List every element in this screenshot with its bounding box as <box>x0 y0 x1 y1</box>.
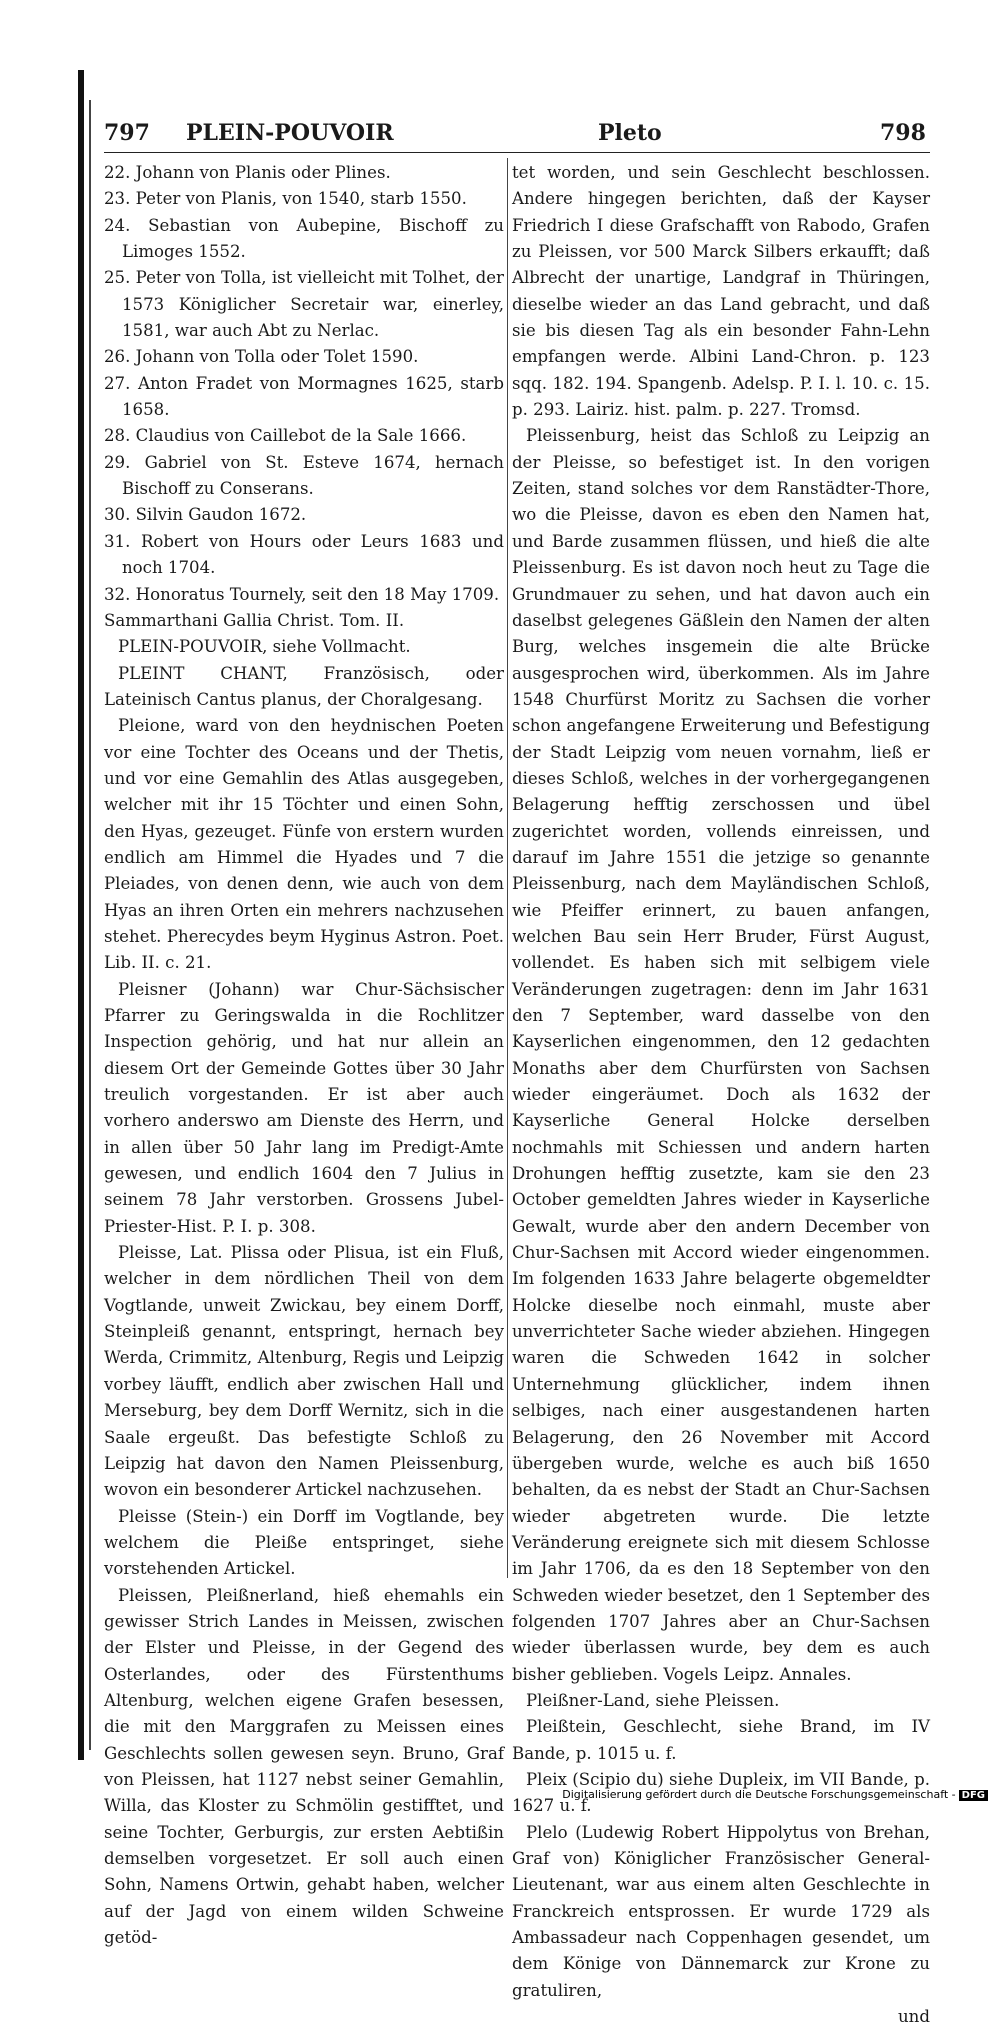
entry-pleissner-land: Pleißner-Land, siehe Pleissen. <box>526 1690 780 1710</box>
footer-text: Digitalisierung gefördert durch die Deutsche Forschungsgemeinschaft - <box>562 1788 956 1801</box>
entry-pleisstein: Pleißtein, Geschlecht, siehe Brand, im IV Bande, p. 1015 u. f. <box>512 1717 930 1763</box>
entry-pleisner: Pleisner (Johann) war Chur-Sächsischer Pfarrer zu Geringswalda in die Rochlitzer Inspection gehörig, und hat nur allein an diesem Ort der Gemeinde Gottes über 30 Jahr treulich vorgestanden. Er ist aber auch vorhero anderswo am Dienste des Herrn, und in allen über 50 Jahr lang im Predigt-Amte gewesen, und endlich 1604 den 7 Julius in seinem 78 Jahr verstorben. Grossens Jubel-Priester-Hist. P. I. p. 308. <box>104 979 504 1236</box>
list-item-30: 30. Silvin Gaudon 1672. <box>104 505 307 525</box>
entry-pleint-chant: PLEINT CHANT, Französisch, oder Lateinisch Cantus planus, der Choralgesang. <box>104 663 504 709</box>
page-spine-line <box>89 100 91 1750</box>
digitization-footer <box>562 1788 988 1801</box>
header-rule <box>104 152 930 153</box>
left-running-title: PLEIN-POUVOIR <box>186 120 394 146</box>
entry-plelo: Plelo (Ludewig Robert Hippolytus von Brehan, Graf von) Königlicher Französischer General-Lieutenant, war aus einem alten Geschlechte in Franckreich entsprossen. Er wurde 1729 als Ambassadeur nach Coppenhagen gesendet, um dem Könige von Dännemarck zur Krone zu gratuliren, <box>512 1822 930 2000</box>
entry-pleissen: Pleissen, Pleißnerland, hieß ehemahls ein gewisser Strich Landes in Meissen, zwischen der Elster und Pleisse, in der Gegend des Osterlandes, oder des Fürstenthums Altenburg, welchen eigene Grafen besessen, die mit den Marggrafen zu Meissen eines Geschlechts sollen gewesen seyn. Bruno, Graf von Pleissen, hat 1127 nebst seiner Gemahlin, Willa, das Kloster zu Schmölin gestifftet, und seine Tochter, Gerburgis, zur ersten Aebtißin demselben vorgesetzet. Er soll auch einen Sohn, Namens Ortwin, gehabt haben, welcher auf der Jagd von einem wilden Schweine getöd- <box>104 1585 504 1948</box>
list-item-25: 25. Peter von Tolla, ist vielleicht mit Tolhet, der 1573 Königlicher Secretair war, einerley, 1581, war auch Abt zu Nerlac. <box>104 268 504 341</box>
list-item-22: 22. Johann von Planis oder Plines. <box>104 163 391 182</box>
right-running-title: Pleto <box>598 120 662 146</box>
dfg-logo: DFG <box>959 1790 988 1801</box>
left-column <box>104 160 504 1951</box>
entry-pleissenburg: Pleissenburg, heist das Schloß zu Leipzig an der Pleisse, so befestiget ist. In den vorigen Zeiten, stand solches vor dem Ranstädter-Thore, wo die Pleisse, davon es eben den Namen hat, und Barde zusammen flüssen, und hieß die alte Pleissenburg. Es ist davon noch heut zu Tage die Grundmauer zu sehen, und hat davon auch ein daselbst gelegenes Gäßlein den Namen der alten Burg, welches insgemein die alte Brücke ausgesprochen wird, überkommen. Als im Jahre 1548 Churfürst Moritz zu Sachsen die vorher schon angefangene Erweiterung und Befestigung der Stadt Leipzig vom neuen vornahm, ließ er dieses Schloß, welches in der vorhergegangenen Belagerung hefftig zerschossen und übel zugerichtet worden, vollends einreissen, und darauf im Jahre 1551 die jetzige so genannte Pleissenburg, nach dem Mayländischen Schloß, wie Pfeiffer erinnert, zu bauen anfangen, welchen Bau sein Herr Bruder, Fürst August, vollendet. Es haben sich mit selbigem viele Veränderungen zugetragen: denn im Jahr 1631 den 7 September, ward dasselbe von den Kayserlichen eingenommen, den 12 gedachten Monaths aber dem Churfürsten von Sachsen wieder eingeräumet. Doch als 1632 der Kayserliche General Holcke derselben nochmahls mit Schiessen und andern harten Drohungen hefftig zusetzte, kam sie den 23 October gemeldten Jahres wieder in Kayserliche Gewalt, wurde aber den andern December von Chur-Sachsen mit Accord wieder eingenommen. Im folgenden 1633 Jahre belagerte obgemeldter Holcke dieselbe noch einmahl, muste aber unverrichteter Sache wieder abziehen. Hingegen waren die Schweden 1642 in solcher Unternehmung glücklicher, indem ihnen selbiges, nach einer ausgestandenen harten Belagerung, den 26 November mit Accord übergeben wurde, welche es auch biß 1650 behalten, da es nebst der Stadt an Chur-Sachsen wieder abgetreten wurde. Die letzte Veränderung ereignete sich mit diesem Schlosse im Jahr 1706, da es den 18 September von den Schweden wieder besetzet, den 1 September des folgenden 1707 Jahres aber an Chur-Sachsen wieder überlassen wurde, bey dem es auch bisher geblieben. Vogels Leipz. Annales. <box>512 426 930 1684</box>
list-item-28: 28. Claudius von Caillebot de la Sale 1666. <box>104 426 467 446</box>
list-item-24: 24. Sebastian von Aubepine, Bischoff zu Limoges 1552. <box>104 215 504 262</box>
entry-pleissen-continued: tet worden, und sein Geschlecht beschlossen. Andere hingegen berichten, daß der Kayser Friedrich I diese Grafschafft von Rabodo, Grafen zu Pleissen, vor 500 Marck Silbers erkaufft; daß Albrecht der unartige, Landgraf in Thüringen, dieselbe wieder an das Land gebracht, und daß sie bis diesen Tag als ein besonder Fahn-Lehn empfangen werde. Albini Land-Chron. p. 123 sqq. 182. 194. Spangenb. Adelsp. P. I. l. 10. c. 15. p. 293. Lairiz. hist. palm. p. 227. Tromsd. <box>512 163 930 420</box>
source-citation: Sammarthani Gallia Christ. Tom. II. <box>104 610 405 630</box>
list-item-27: 27. Anton Fradet von Mormagnes 1625, starb 1658. <box>104 373 504 420</box>
entry-pleix: Pleix (Scipio du) siehe Dupleix, im VII Bande, p. 1627 u. f. <box>512 1769 930 1816</box>
left-page-number: 797 <box>104 120 150 146</box>
list-item-26: 26. Johann von Tolla oder Tolet 1590. <box>104 347 419 367</box>
entry-pleione: Pleione, ward von den heydnischen Poeten vor eine Tochter des Oceans und der Thetis, und vor eine Gemahlin des Atlas ausgegeben, welcher mit ihr 15 Töchter und einen Sohn, den Hyas, gezeuget. Fünfe von erstern wurden endlich am Himmel die Hyades und 7 die Pleiades, von denen denn, wie auch von dem Hyas an ihren Orten ein mehrers nachzusehen stehet. Pherecydes beym Hyginus Astron. Poet. Lib. II. c. 21. <box>104 716 504 973</box>
entry-plein-pouvoir: PLEIN-POUVOIR, siehe Vollmacht. <box>118 637 411 657</box>
entry-pleisse-stein: Pleisse (Stein-) ein Dorff im Vogtlande, bey welchem die Pleiße entspringet, siehe vorstehenden Artickel. <box>104 1506 504 1579</box>
list-item-23: 23. Peter von Planis, von 1540, starb 1550. <box>104 189 467 209</box>
list-item-31: 31. Robert von Hours oder Leurs 1683 und noch 1704. <box>104 531 504 578</box>
right-page-number: 798 <box>880 120 926 146</box>
column-divider <box>507 158 508 1578</box>
page-spine-shadow <box>78 70 84 1760</box>
right-column <box>512 160 930 2030</box>
list-item-29: 29. Gabriel von St. Esteve 1674, hernach Bischoff zu Conserans. <box>104 452 504 499</box>
catchword: und <box>898 2007 930 2027</box>
list-item-32: 32. Honoratus Tournely, seit den 18 May 1709. <box>104 584 500 604</box>
entry-pleisse: Pleisse, Lat. Plissa oder Plisua, ist ein Fluß, welcher in dem nördlichen Theil von dem Vogtlande, unweit Zwickau, bey einem Dorff, Steinpleiß genannt, entspringt, hernach bey Werda, Crimmitz, Altenburg, Regis und Leipzig vorbey läufft, endlich aber zwischen Hall und Merseburg, bey dem Dorff Wernitz, sich in die Saale ergeußt. Das befestigte Schloß zu Leipzig hat davon den Namen Pleissenburg, wovon ein besonderer Artickel nachzusehen. <box>104 1243 504 1500</box>
